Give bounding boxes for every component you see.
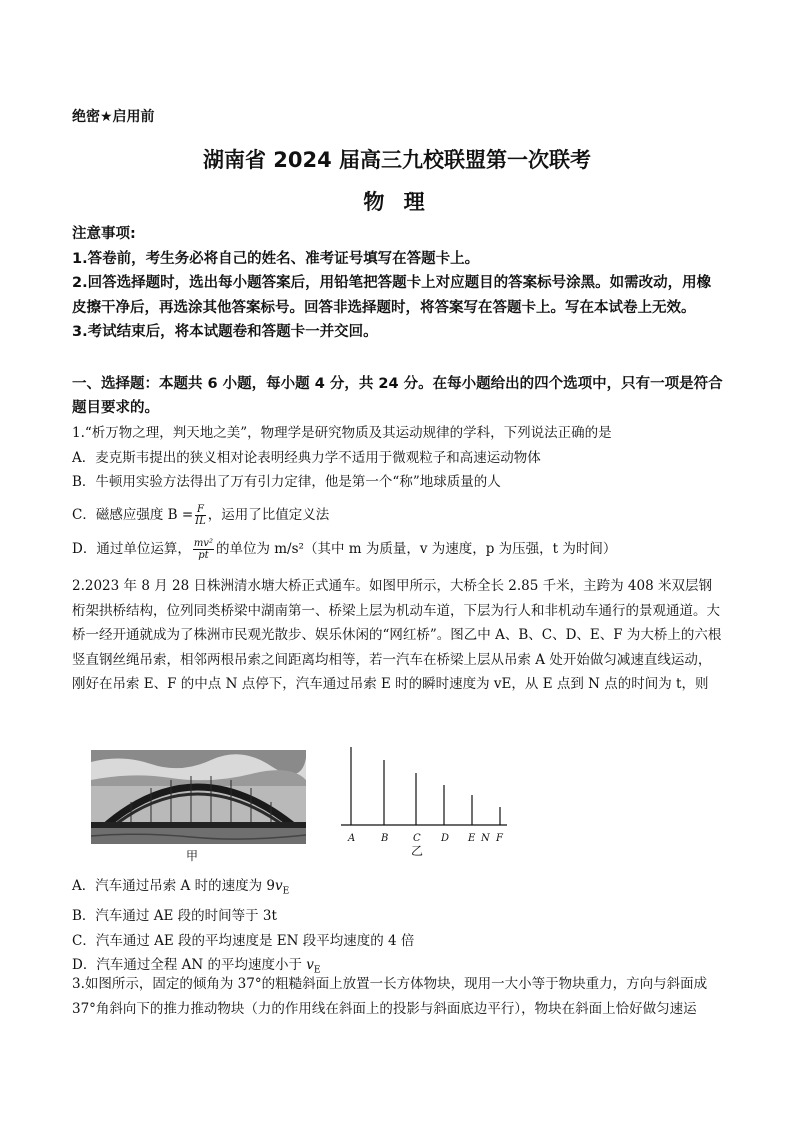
cable-label: D bbox=[441, 833, 450, 844]
option-d-text-tail: 的单位为 m/s²（其中 m 为质量，v 为速度，p 为压强，t 为时间） bbox=[215, 541, 617, 557]
option-d bbox=[72, 537, 724, 562]
cable-label: C bbox=[413, 833, 421, 844]
option-d-text: D．汽车通过全程 AN 的平均速度小于 bbox=[72, 957, 307, 974]
option-c-text: C．磁感应强度 B = bbox=[72, 506, 194, 523]
cable-label: F bbox=[496, 833, 503, 844]
option-d-text: D．通过单位运算， bbox=[72, 541, 191, 557]
option-a: A．麦克斯韦提出的狭义相对论表明经典力学不适用于微观粒子和高速运动物体 bbox=[72, 449, 541, 466]
figure-label-yi: 乙 bbox=[411, 844, 424, 857]
notes-item: 2.回答选择题时，选出每小题答案后，用铅笔把答题卡上对应题目的答案标号涂黑。如需改动，用橡皮擦干净后，再选涂其他答案标号。回答非选择题时，将答案写在答题卡上。写在本试卷上无效。 bbox=[72, 275, 712, 316]
question-3 bbox=[72, 972, 724, 1021]
cable-label: E bbox=[468, 833, 476, 844]
question-2 bbox=[72, 574, 724, 697]
notes-heading: 注意事项: bbox=[72, 226, 136, 242]
exam-title: 湖南省 2024 届高三九校联盟第一次联考 bbox=[202, 148, 592, 172]
confidential-mark: 绝密★启用前 bbox=[72, 109, 155, 125]
question-stem: 2.2023 年 8 月 28 日株洲清水塘大桥正式通车。如图甲所示，大桥全长 2.85 千米，主跨为 408 米双层钢桁架拱桥结构，位列同类桥梁中湖南第一、桥梁上层为机动车道，下层为行人和非机动车通行的景观通道。大桥一经开通就成为了株洲市民观光散步、娱乐休闲的“网红桥”。图乙中 A、B、C、D、E、F 为大桥上的六根竖直钢丝绳吊索，相邻两根吊索之间距离均相等，若一汽车在桥梁上层从吊索 A 处开始做匀减速直线运动，刚好在吊索 E、F 的中点 N 点停下，汽车通过吊索 E 时的瞬时速度为 vE，从 E 点到 N 点的时间为 t，则 bbox=[72, 578, 722, 692]
option-c bbox=[72, 503, 724, 528]
notes-item: 1.答卷前，考生务必将自己的姓名、准考证号填写在答题卡上。 bbox=[72, 250, 480, 267]
section-heading: 一、选择题：本题共 6 小题，每小题 4 分，共 24 分。在每小题给出的四个选项中，只有一项是符合题目要求的。 bbox=[72, 376, 723, 416]
fraction-numerator: F bbox=[196, 503, 204, 515]
velocity-symbol: v bbox=[274, 878, 283, 894]
fraction-mv2-over-pt bbox=[193, 538, 214, 561]
option-c-text-tail: ，运用了比值定义法 bbox=[207, 506, 330, 523]
fraction-numerator: mv² bbox=[193, 538, 213, 549]
cable-diagram bbox=[341, 745, 511, 857]
velocity-symbol: v bbox=[306, 957, 314, 974]
fraction-f-over-il bbox=[195, 504, 206, 527]
fraction-denominator: pt bbox=[198, 550, 209, 561]
notes-block bbox=[72, 222, 724, 345]
option-a-text: A．汽车通过吊索 A 时的速度为 9 bbox=[72, 878, 275, 894]
velocity-subscript: E bbox=[313, 965, 321, 976]
fraction-denominator: IL bbox=[195, 515, 206, 527]
bridge-photo bbox=[91, 750, 306, 844]
cable-label: N bbox=[481, 833, 490, 844]
velocity-subscript: E bbox=[282, 886, 290, 897]
question-2-options bbox=[72, 874, 724, 983]
figure-label-jia: 甲 bbox=[186, 849, 199, 863]
subject-title: 物 理 bbox=[363, 190, 431, 214]
question-1 bbox=[72, 421, 724, 562]
option-a bbox=[72, 874, 724, 904]
option-b: B．牛顿用实验方法得出了万有引力定律，他是第一个“称”地球质量的人 bbox=[72, 474, 501, 490]
cable-label: B bbox=[381, 833, 389, 844]
notes-item: 3.考试结束后，将本试题卷和答题卡一并交回。 bbox=[72, 324, 378, 340]
option-c: C．汽车通过 AE 段的平均速度是 EN 段平均速度的 4 倍 bbox=[72, 932, 415, 949]
question-stem: 1.“析万物之理，判天地之美”，物理学是研究物质及其运动规律的学科，下列说法正确的是 bbox=[72, 425, 612, 441]
cable-label: A bbox=[348, 833, 356, 844]
question-2-figures bbox=[88, 745, 528, 865]
option-b: B．汽车通过 AE 段的时间等于 3t bbox=[72, 908, 277, 925]
question-stem: 3.如图所示，固定的倾角为 37°的粗糙斜面上放置一长方体物块，现用一大小等于物块重力，方向与斜面成 37°角斜向下的推力推动物块（力的作用线在斜面上的投影与斜面底边平行），物块在斜面上恰好做匀速运 bbox=[72, 976, 708, 1017]
